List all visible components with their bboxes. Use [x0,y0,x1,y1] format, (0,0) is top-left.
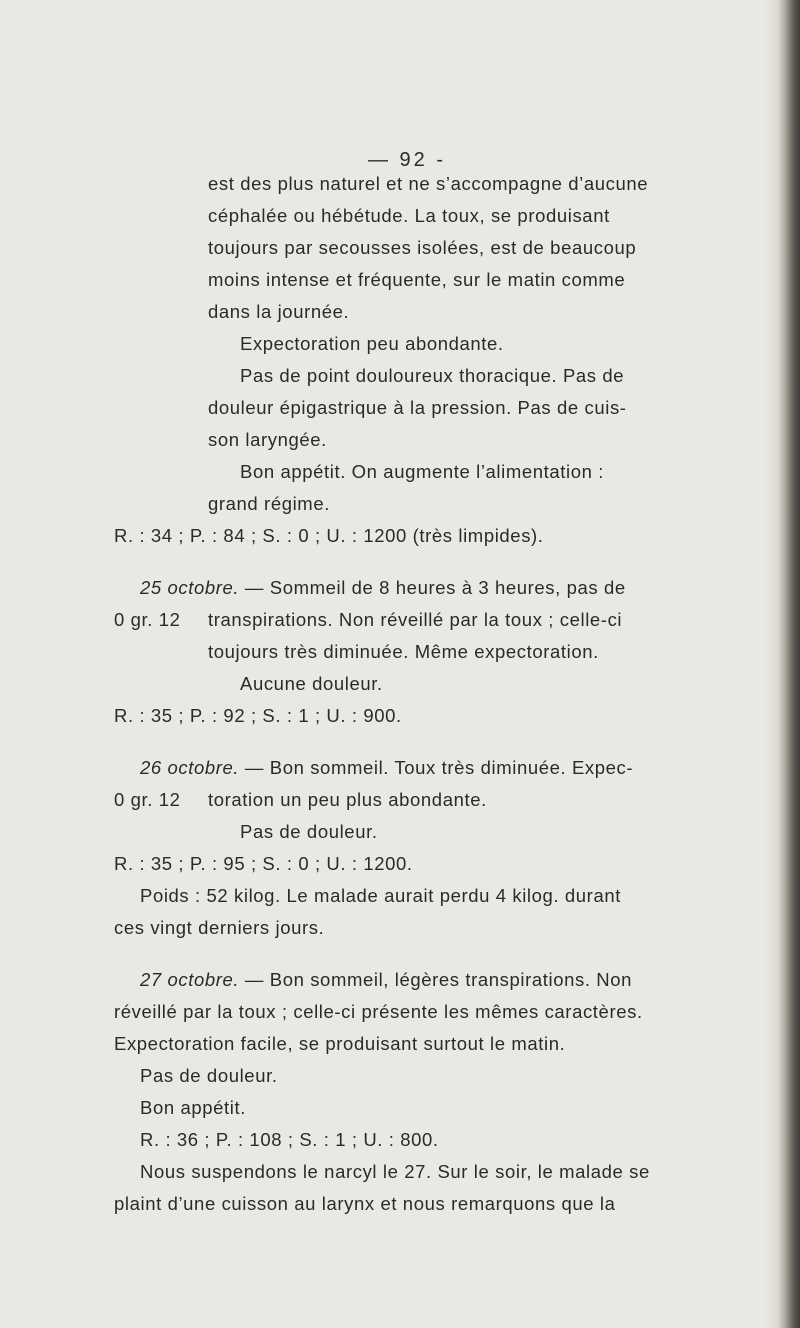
text-line: toujours très diminuée. Même expectoration. [208,641,599,662]
text-line: céphalée ou hébétude. La toux, se produisant [208,205,610,226]
vitals-line: R. : 35 ; P. : 95 ; S. : 0 ; U. : 1200. [114,853,413,874]
page-edge [778,0,800,1328]
text-line: plaint d’une cuisson au larynx et nous remarquons que la [114,1193,616,1214]
entry-text: — Bon sommeil. Toux très diminuée. Expec- [239,757,634,778]
page-number: — 92 - [368,149,447,171]
vitals-line: R. : 34 ; P. : 84 ; S. : 0 ; U. : 1200 (très limpides). [114,525,544,546]
text-line: transpirations. Non réveillé par la toux ; celle-ci [208,609,623,630]
entry-date: 27 octobre. [140,969,240,990]
vitals-line: R. : 36 ; P. : 108 ; S. : 1 ; U. : 800. [140,1129,439,1150]
entry-text: — Sommeil de 8 heures à 3 heures, pas de [239,577,626,598]
vitals-line: R. : 35 ; P. : 92 ; S. : 1 ; U. : 900. [114,705,402,726]
text-line: Poids : 52 kilog. Le malade aurait perdu 4 kilog. durant [140,885,621,906]
text-line: réveillé par la toux ; celle-ci présente les mêmes caractères. [114,1001,643,1022]
text-line: moins intense et fréquente, sur le matin comme [208,269,626,290]
entry-line [140,756,633,780]
text-line: douleur épigastrique à la pression. Pas de cuis- [208,397,627,418]
entry-line [140,968,632,992]
text-line: Nous suspendons le narcyl le 27. Sur le soir, le malade se [140,1161,650,1182]
text-line: toration un peu plus abondante. [208,789,487,810]
text-line: Bon appétit. On augmente l’alimentation : [240,461,604,482]
entry-date: 25 octobre. [140,577,240,598]
text-line: Expectoration peu abondante. [240,333,504,354]
text-line: grand régime. [208,493,330,514]
dose-label: 0 gr. 12 [114,789,181,810]
dose-label: 0 gr. 12 [114,609,181,630]
text-line: Aucune douleur. [240,673,383,694]
text-line: est des plus naturel et ne s’accompagne d’aucune [208,173,649,194]
entry-text: — Bon sommeil, légères transpirations. Non [239,969,633,990]
text-line: Pas de douleur. [140,1065,278,1086]
text-line: Expectoration facile, se produisant surtout le matin. [114,1033,566,1054]
text-line: toujours par secousses isolées, est de beaucoup [208,237,637,258]
entry-date: 26 octobre. [140,757,240,778]
text-line: dans la journée. [208,301,350,322]
text-line: Pas de point douloureux thoracique. Pas de [240,365,625,386]
text-line: Pas de douleur. [240,821,378,842]
text-line: son laryngée. [208,429,327,450]
text-line: ces vingt derniers jours. [114,917,325,938]
text-line: Bon appétit. [140,1097,246,1118]
entry-line [140,576,626,600]
